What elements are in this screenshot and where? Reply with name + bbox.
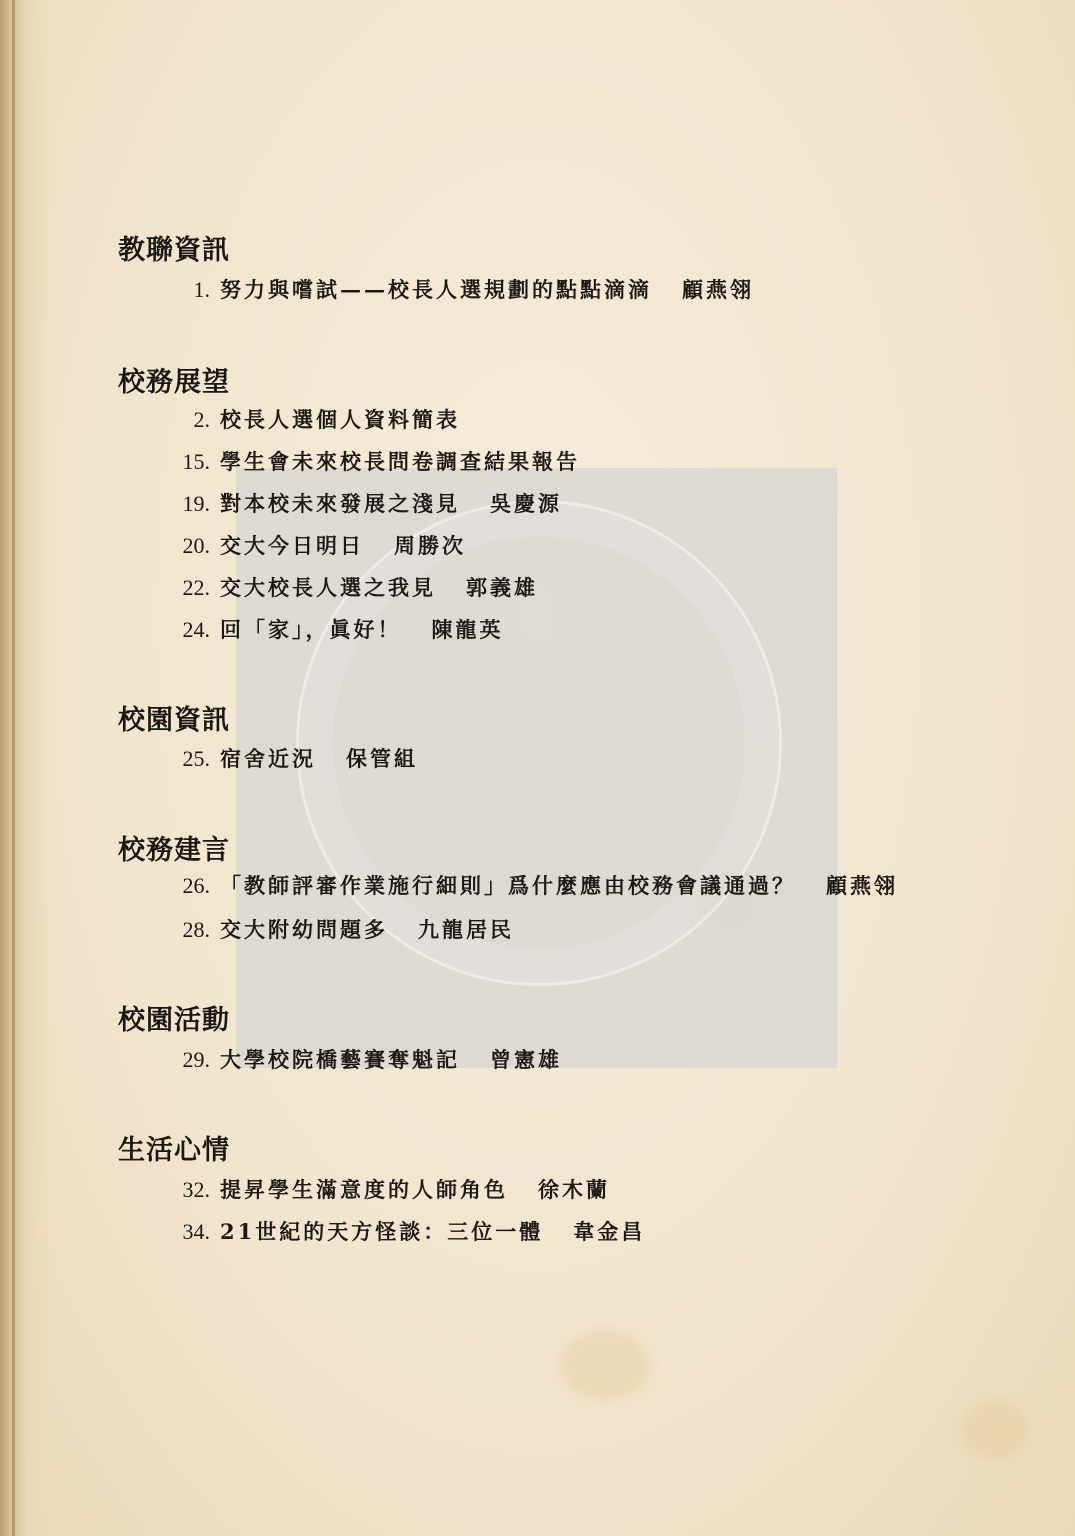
binding-edge	[12, 0, 15, 1536]
toc-entry	[160, 743, 418, 773]
article-title: 交大附幼問題多	[220, 917, 388, 942]
page-number: 25.	[182, 746, 210, 771]
article-author: 顧燕翎	[826, 873, 898, 898]
section-title: 校園資訊	[118, 705, 230, 736]
article-title: 交大校長人選之我見	[220, 575, 436, 600]
toc-section	[118, 998, 230, 1037]
article-title: 21世紀的天方怪談：三位一體	[220, 1219, 544, 1244]
article-author: 周勝次	[394, 533, 466, 558]
article-author: 吳慶源	[490, 491, 562, 516]
section-title: 校務建言	[118, 835, 230, 866]
toc-entry	[160, 870, 898, 900]
article-author: 顧燕翎	[682, 277, 754, 302]
toc-entry	[160, 572, 538, 602]
section-title: 校園活動	[118, 1005, 230, 1036]
toc-entry	[160, 446, 580, 476]
page-number: 22.	[182, 575, 210, 600]
section-title: 生活心情	[118, 1135, 230, 1166]
article-author: 郭義雄	[466, 575, 538, 600]
article-title: 宿舍近況	[220, 746, 316, 771]
toc-entry	[160, 1044, 562, 1074]
article-title: 交大今日明日	[220, 533, 364, 558]
article-author: 曾憲雄	[490, 1047, 562, 1072]
page-number: 1.	[193, 277, 210, 302]
article-title: 大學校院橋藝賽奪魁記	[220, 1047, 460, 1072]
article-author: 陳龍英	[431, 617, 504, 642]
paper-stain	[960, 1400, 1030, 1460]
toc-entry	[160, 614, 504, 644]
article-title: 「教師評審作業施行細則」爲什麼應由校務會議通過？	[220, 873, 796, 898]
toc-section	[118, 360, 230, 399]
article-title: 努力與嚐試——校長人選規劃的點點滴滴	[220, 277, 652, 302]
toc-section	[118, 828, 230, 867]
page-number: 15.	[182, 449, 210, 474]
article-author: 九龍居民	[418, 917, 514, 942]
page-number: 2.	[193, 407, 210, 432]
page-number: 19.	[182, 491, 210, 516]
article-author: 韋金昌	[573, 1219, 646, 1244]
paper-stain	[560, 1330, 650, 1400]
article-title: 回「家」，眞好！	[220, 617, 402, 642]
toc-entry	[160, 488, 562, 518]
toc-entry	[160, 404, 460, 434]
toc-entry	[160, 1174, 610, 1204]
page-number: 26.	[182, 873, 210, 898]
toc-section	[118, 1128, 230, 1167]
section-title: 校務展望	[118, 367, 230, 398]
toc-entry	[160, 530, 466, 560]
toc-section	[118, 698, 230, 737]
page-number: 20.	[182, 533, 210, 558]
article-title: 學生會未來校長問卷調查結果報告	[220, 449, 580, 474]
article-author: 保管組	[346, 746, 418, 771]
article-title: 提昇學生滿意度的人師角色	[220, 1177, 508, 1202]
article-author: 徐木蘭	[538, 1177, 610, 1202]
article-title: 對本校未來發展之淺見	[220, 491, 460, 516]
toc-entry	[160, 274, 754, 304]
binding-shadow	[0, 0, 52, 1536]
section-title: 教聯資訊	[118, 235, 230, 266]
toc-section	[118, 228, 230, 267]
toc-entry	[160, 914, 514, 944]
toc-entry	[160, 1216, 645, 1246]
article-title: 校長人選個人資料簡表	[220, 407, 460, 432]
page-number: 34.	[182, 1219, 210, 1244]
page-number: 24.	[182, 617, 210, 642]
page-number: 29.	[182, 1047, 210, 1072]
page-number: 32.	[182, 1177, 210, 1202]
page-number: 28.	[182, 917, 210, 942]
